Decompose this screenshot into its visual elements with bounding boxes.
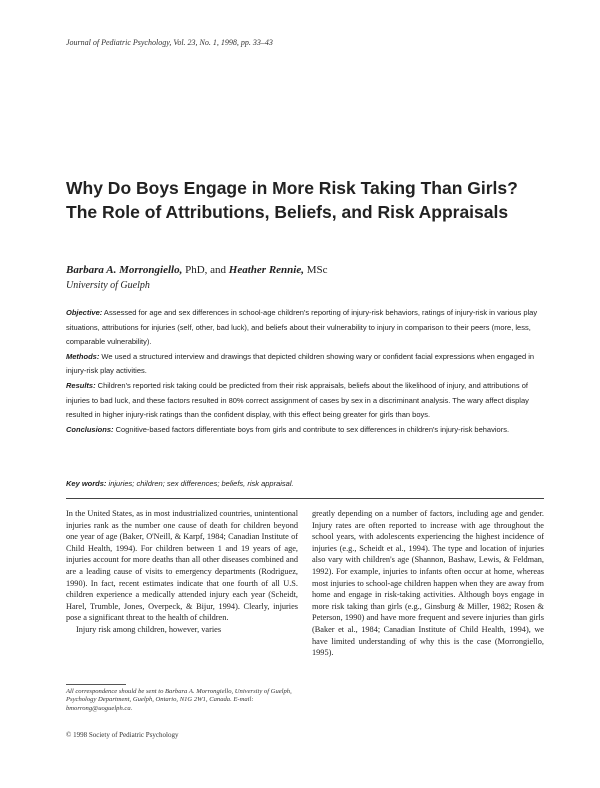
conclusions-label: Conclusions:: [66, 424, 114, 434]
abstract-conclusions: [66, 423, 544, 438]
methods-text: We used a structured interview and drawings that depicted children showing wary or confident facial expressions when engaged in injury-risk play activities.: [66, 351, 535, 376]
methods-label: Methods:: [66, 351, 100, 361]
body-paragraph: greatly depending on a number of factors, including age and gender. Injury rates are often reported to increase with age throughout the school years, with adolescents experiencing the highest incidence of injuries (e.g., Scheidt et al., 1994). The type and location of injuries also vary with children's age (Shannon, Bashaw, Lewis, & Feldman, 1992). For example, injuries to infants often occur at home, whereas most injuries to school-age children happen when they are away from home and engage in risk-taking activities. Although boys engage in more risk taking than girls (e.g., Ginsburg & Miller, 1982; Rosen & Peterson, 1990) and have more frequent and severe injuries than girls (Baker et al., 1984; Canadian Institute of Child Health, 1994), we have limited understanding of why this is the case (Morrongiello, 1995).: [312, 509, 544, 658]
abstract-methods: [66, 350, 544, 379]
author-line: [66, 264, 328, 276]
body-column-left: [66, 508, 298, 636]
author-2-name: Heather Rennie,: [228, 264, 304, 276]
objective-text: Assessed for age and sex differences in school-age children's reporting of injury-risk behaviors, ratings of injury-risk in various play situations, attributions for injuries (self, other, bad luck), and beliefs about their vulnerability to injury in comparison to their peers (more, less, comparable vulnerability).: [66, 308, 538, 347]
author-2-degree: MSc: [303, 264, 328, 276]
abstract-results: [66, 379, 544, 423]
author-1-degree: PhD, and: [182, 264, 229, 276]
abstract: [66, 306, 544, 437]
copyright-notice: © 1998 Society of Pediatric Psychology: [66, 731, 179, 739]
affiliation: University of Guelph: [66, 280, 150, 291]
keywords: [66, 479, 544, 488]
results-text: Children's reported risk taking could be predicted from their risk appraisals, beliefs about the likelihood of injury, and attributions of injuries to bad luck, and these factors resulted in 80% correct assignment of cases by sex in a discriminant analysis. The wary affect display resulted in higher injury-risk ratings than the confident display, with this effect being greater for girls than boys.: [66, 380, 529, 420]
body-column-right: [312, 508, 544, 659]
results-label: Results:: [66, 380, 96, 390]
body-paragraph: In the United States, as in most industrialized countries, unintentional injuries rank as the number one cause of death for children beyond one year of age (Baker, O'Neill, & Karpf, 1984; Canadian Institute of Child Health, 1994). For children between 1 and 19 years of age, injuries account for more deaths than all other diseases combined and are a leading cause of visits to emergency departments (Rodriguez, 1990). In fact, recent estimates indicate that one fourth of all U.S. children experience a medically attended injury each year (Scheidt, Harel, Trumble, Jones, Overpeck, & Bijur, 1994). Clearly, injuries pose a significant threat to the health of children.: [66, 509, 298, 623]
keywords-text: injuries; children; sex differences; beliefs, risk appraisal.: [106, 479, 294, 488]
section-divider: [66, 498, 544, 499]
keywords-label: Key words:: [66, 479, 107, 488]
correspondence-footnote: All correspondence should be sent to Barbara A. Morrongiello, University of Guelph, Psychology Department, Guelph, Ontario, N1G 2W1, Canada. E-mail: bmorrong@uoguelph.ca.: [66, 688, 292, 712]
footnote-divider: [66, 684, 126, 685]
objective-label: Objective:: [66, 308, 103, 317]
body-paragraph: Injury risk among children, however, varies: [76, 624, 222, 634]
journal-citation: Journal of Pediatric Psychology, Vol. 23, No. 1, 1998, pp. 33–43: [66, 38, 273, 47]
author-1-name: Barbara A. Morrongiello,: [66, 264, 183, 276]
conclusions-text: Cognitive-based factors differentiate boys from girls and contribute to sex differences in children's injury-risk behaviors.: [113, 424, 510, 434]
abstract-objective: [66, 306, 544, 350]
article-title: Why Do Boys Engage in More Risk Taking Than Girls? The Role of Attributions, Beliefs, and Risk Appraisals: [66, 178, 518, 222]
